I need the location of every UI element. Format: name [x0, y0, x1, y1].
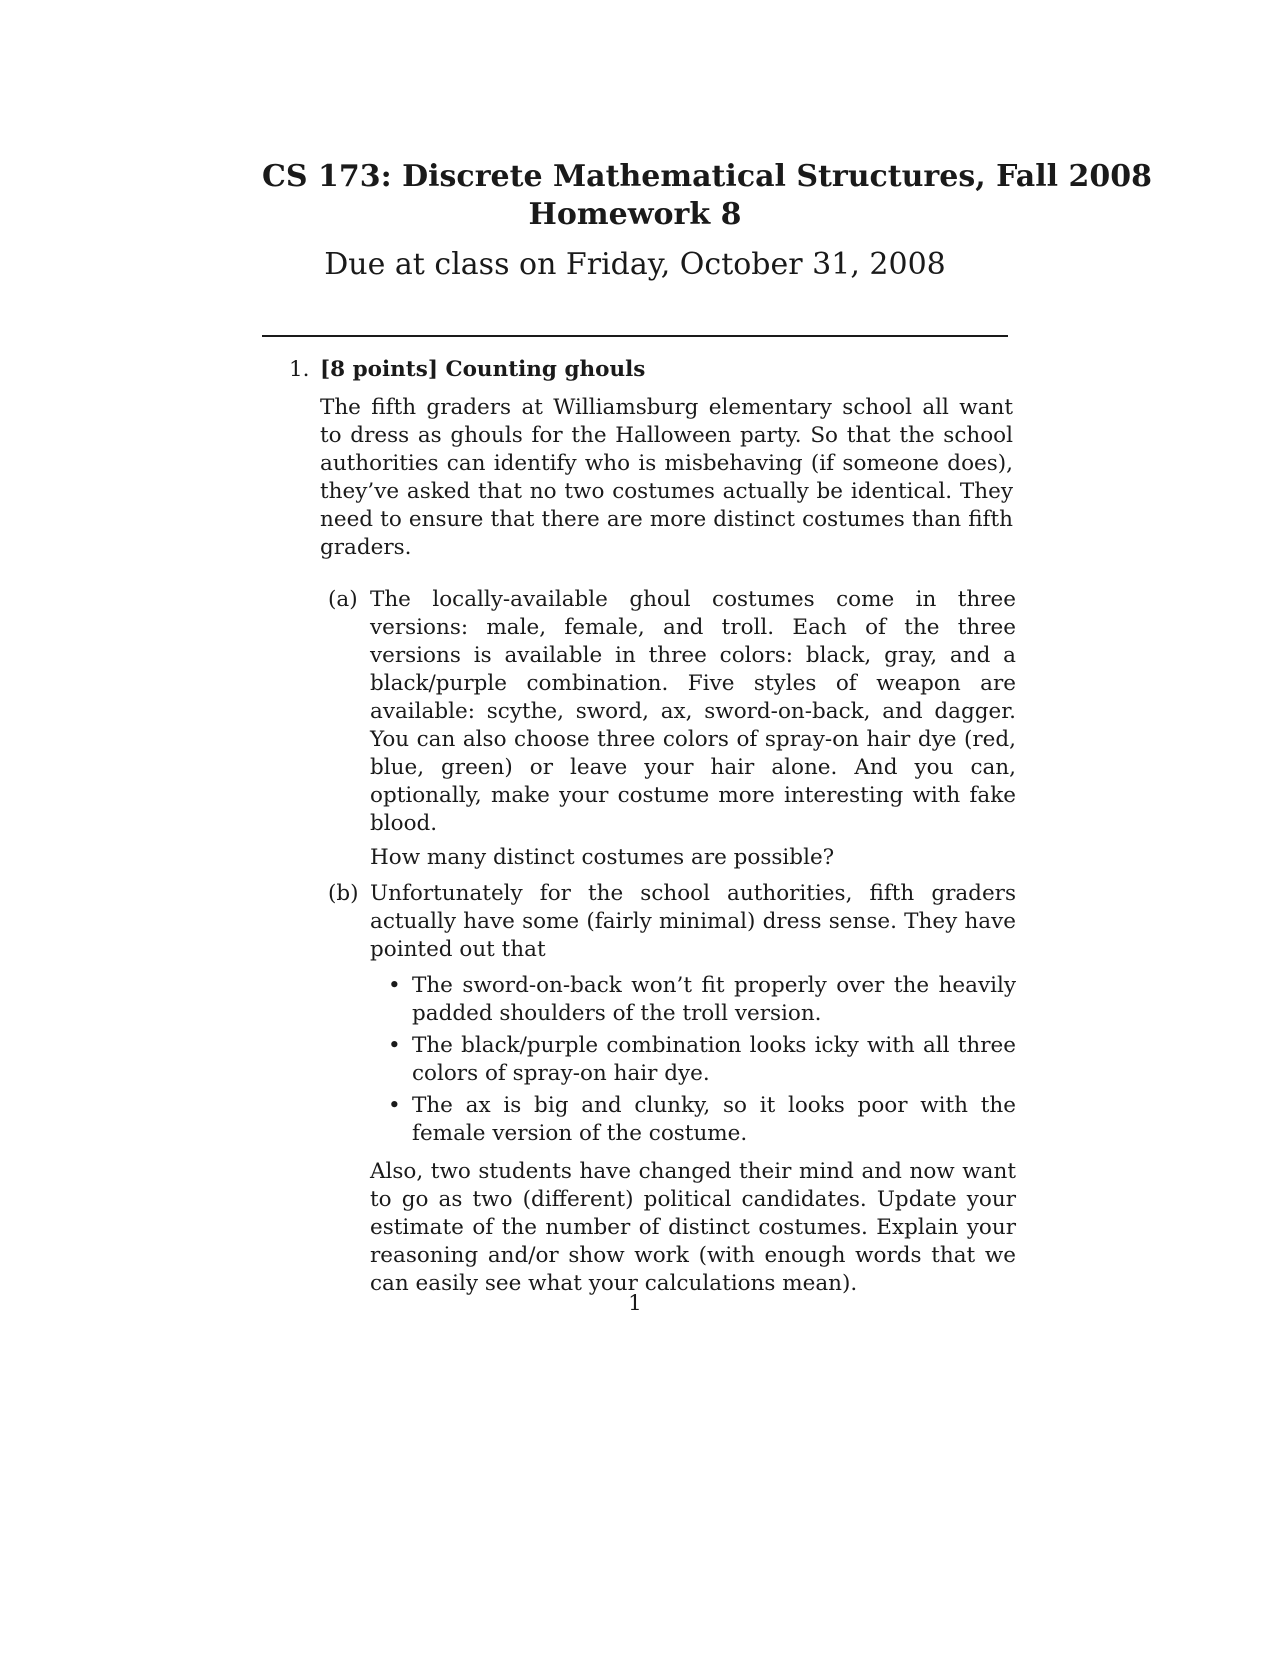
problem-number: 1.: [289, 357, 310, 382]
problem-1: [262, 356, 1016, 1306]
part-b-followup: Also, two students have changed their mind and now want to go as two (different) political candidates. Update your estimate of the number of distinct costumes. Explain your reasoning and/or show work (with enough words that we can easily see what your calculations mean).: [370, 1159, 1016, 1296]
page-number: 1: [628, 1291, 642, 1316]
due-date: Due at class on Friday, October 31, 2008: [324, 247, 946, 282]
list-item: [370, 1032, 1016, 1088]
part-b: [320, 880, 1016, 1298]
assignment-title: Homework 8: [528, 197, 742, 232]
part-a-label: (a): [328, 587, 358, 612]
part-a-body: [370, 586, 1016, 872]
bullet-text: The sword-on-back won’t fit properly over the heavily padded shoulders of the troll version.: [412, 973, 1016, 1026]
part-b-label: (b): [328, 881, 359, 906]
bullet-text: The ax is big and clunky, so it looks poor with the female version of the costume.: [412, 1093, 1016, 1146]
horizontal-rule: [262, 335, 1008, 337]
list-item: [370, 1092, 1016, 1148]
problem-header: [262, 356, 1016, 386]
part-a-text: The locally-available ghoul costumes come in three versions: male, female, and troll. Each of the three versions is available in three colors: black, gray, and a black/purple combination. Five styles of weapon are available: scythe, sword, ax, sword-on-back, and dagger. You can also choose three colors of spray-on hair dye (red, blue, green) or leave your hair alone. And you can, optionally, make your costume more interesting with fake blood.: [370, 587, 1016, 836]
part-a-question: How many distinct costumes are possible?: [370, 845, 835, 870]
course-title: CS 173: Discrete Mathematical Structures, Fall 2008: [262, 159, 1152, 194]
part-b-body: [370, 880, 1016, 1298]
part-a: [320, 586, 1016, 872]
problem-heading: [8 points] Counting ghouls: [320, 357, 646, 382]
part-b-text: Unfortunately for the school authorities, fifth graders actually have some (fairly minimal) dress sense. They have pointed out that: [370, 881, 1016, 962]
bullet-icon: •: [388, 1033, 401, 1058]
bullet-text: The black/purple combination looks icky with all three colors of spray-on hair dye.: [412, 1033, 1016, 1086]
list-item: [370, 972, 1016, 1028]
problem-intro: The fifth graders at Williamsburg elementary school all want to dress as ghouls for the Halloween party. So that the school authorities can identify who is misbehaving (if someone does), they’ve asked that no two costumes actually be identical. They need to ensure that there are more distinct costumes than fifth graders.: [320, 395, 1013, 560]
title-block: [262, 158, 1152, 284]
bullet-icon: •: [388, 1093, 401, 1118]
problem-parts: [320, 586, 1016, 1298]
constraint-list: [370, 972, 1016, 1148]
bullet-icon: •: [388, 973, 401, 998]
